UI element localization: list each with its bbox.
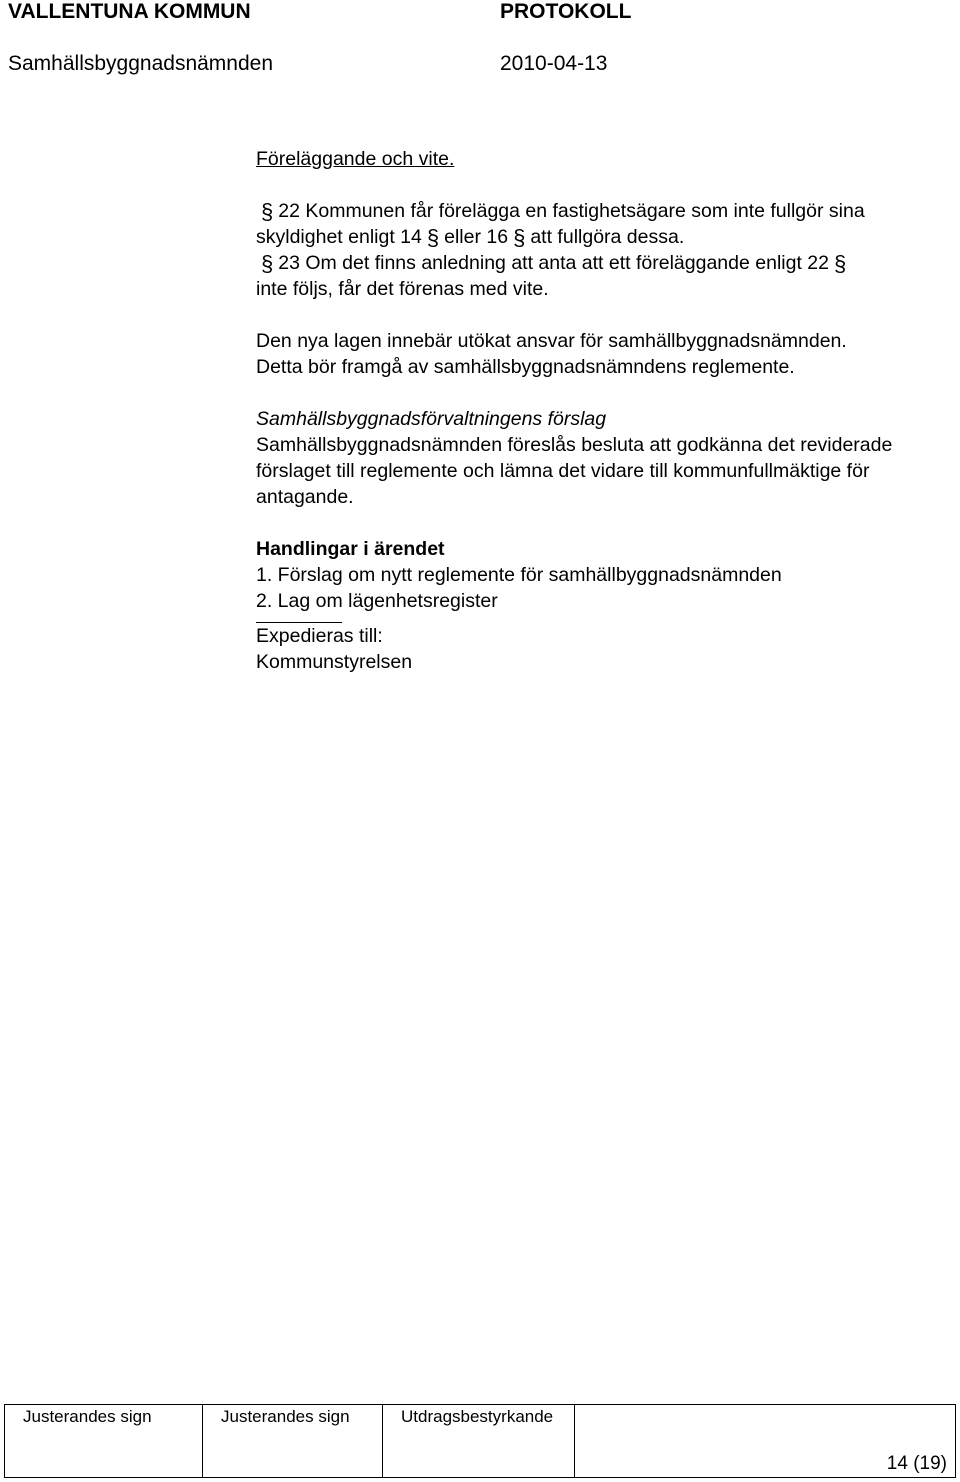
document-body xyxy=(256,146,956,675)
meeting-date: 2010-04-13 xyxy=(500,52,608,75)
document-item: 2. Lag om lägenhetsregister xyxy=(256,590,498,612)
signature-label: Justerandes sign xyxy=(23,1407,152,1426)
section-symbol: § xyxy=(833,251,847,276)
document-item: 1. Förslag om nytt reglemente för samhällbyggnadsnämnden xyxy=(256,564,782,586)
paragraph-22: § 22 Kommunen får förelägga en fastighetsägare som inte fullgör sina skyldighet enligt 14 § eller 16 § att fullgöra dessa. xyxy=(256,199,865,250)
dispatch-label: Expedieras till: xyxy=(256,625,383,647)
paragraph-23: § 23 Om det finns anledning att anta att ett föreläggande enligt 22 § inte följs, får det förenas med vite. xyxy=(256,251,847,300)
committee-name: Samhällsbyggnadsnämnden xyxy=(8,52,274,75)
signature-cell xyxy=(203,1405,383,1477)
organization-name: VALLENTUNA KOMMUN xyxy=(8,0,251,23)
section-heading: Föreläggande och vite. xyxy=(256,148,455,170)
documents-heading: Handlingar i ärendet xyxy=(256,538,445,560)
signature-cell xyxy=(5,1405,203,1477)
certification-cell xyxy=(383,1405,575,1477)
section-symbol: § xyxy=(261,199,274,224)
section-symbol: § xyxy=(513,225,526,250)
certification-label: Utdragsbestyrkande xyxy=(401,1407,554,1426)
section-symbol: § xyxy=(426,225,440,250)
proposal-heading: Samhällsbyggnadsförvaltningens förslag xyxy=(256,408,607,430)
section-symbol: § xyxy=(261,251,274,276)
document-type: PROTOKOLL xyxy=(500,0,632,23)
proposal-text: Samhällsbyggnadsnämnden föreslås besluta att godkänna det reviderade förslaget till reglemente och lämna det vidare till kommunfullmäktige för antagande. xyxy=(256,434,893,508)
paragraph-new-law: Den nya lagen innebär utökat ansvar för samhällbyggnadsnämnden. Detta bör framgå av samhällsbyggnadsnämndens reglemente. xyxy=(256,330,847,378)
page-number: 14 (19) xyxy=(886,1453,947,1474)
signature-label: Justerandes sign xyxy=(221,1407,350,1426)
dispatch-recipient: Kommunstyrelsen xyxy=(256,651,413,673)
signature-footer xyxy=(4,1404,956,1478)
